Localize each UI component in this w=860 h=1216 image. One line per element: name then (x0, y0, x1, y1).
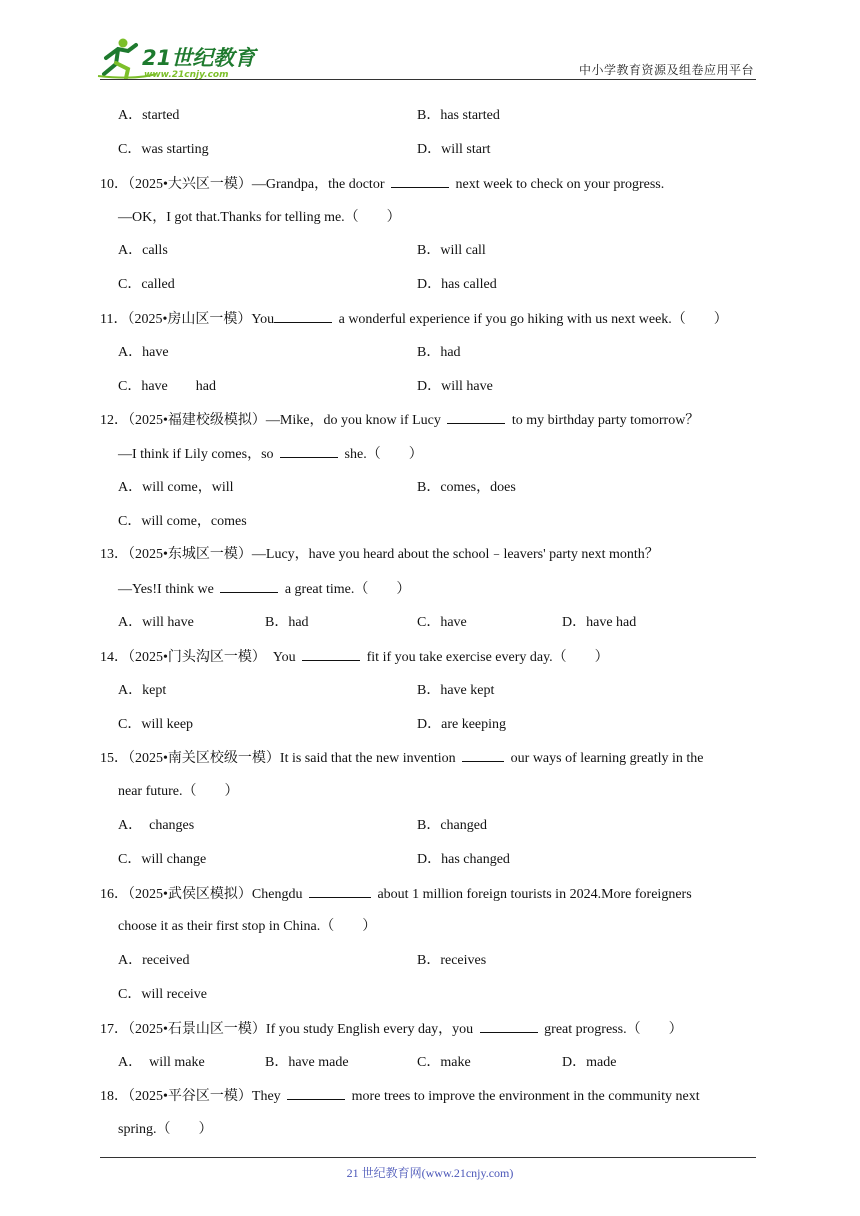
question-source: （2025•南关区校级一模） (128, 751, 280, 766)
question-number: 11． (100, 312, 128, 327)
question-10 (100, 175, 664, 194)
question-text: You (272, 650, 296, 665)
option-b: B．had (265, 615, 309, 630)
question-15 (100, 749, 703, 768)
option-c: C．will come，comes (118, 514, 247, 529)
option-a: A．started (118, 108, 180, 123)
page-footer: 21 世纪教育网(www.21cnjy.com) (346, 1166, 514, 1180)
option-a: A．will come，will (118, 480, 234, 495)
question-12 (100, 411, 699, 430)
answer-blank (302, 648, 360, 661)
question-16 (100, 885, 692, 904)
question-text: —Mike，do you know if Lucy (265, 413, 441, 428)
option-d: D．will start (417, 142, 491, 157)
option-c: C．called (118, 277, 175, 292)
option-a: A．have (118, 345, 169, 360)
option-b: B．has started (417, 108, 500, 123)
question-source: （2025•福建校级模拟） (128, 413, 266, 428)
question-13-line2 (118, 580, 410, 599)
option-a: A． will make (118, 1055, 205, 1070)
logo-21cnjy (96, 36, 266, 80)
answer-blank (309, 885, 371, 898)
question-13 (100, 546, 659, 564)
answer-blank (287, 1087, 345, 1100)
logo-url: www.21cnjy.com (144, 70, 229, 80)
question-text: —Lucy，have you heard about the school﹣leavers' party next month？ (251, 547, 659, 562)
option-b: B．changed (417, 818, 487, 833)
question-source: （2025•平谷区一模） (128, 1089, 252, 1104)
option-a: A．received (118, 953, 190, 968)
option-b: B．have made (265, 1055, 349, 1070)
header-divider (100, 79, 756, 80)
question-text: —I think if Lily comes，so (118, 447, 274, 462)
question-source: （2025•东城区一模） (128, 547, 252, 562)
question-text: to my birthday party tomorrow？ (511, 413, 700, 428)
logo-text: 21世纪教育 (142, 46, 256, 70)
option-b: B．receives (417, 953, 487, 968)
question-17 (100, 1020, 683, 1039)
question-number: 13． (100, 547, 128, 562)
answer-blank (280, 445, 338, 458)
question-18 (100, 1087, 700, 1106)
option-a: A．will have (118, 615, 194, 630)
question-number: 10． (100, 177, 128, 192)
question-10-line2: —OK，I got that.Thanks for telling me.（ ） (118, 210, 401, 225)
question-text: a great time.（ ） (284, 582, 411, 597)
question-text: she.（ ） (344, 447, 423, 462)
option-c: C．have had (118, 379, 216, 394)
option-c: C．make (417, 1055, 471, 1070)
question-source: （2025•门头沟区一模） (128, 650, 266, 665)
question-16-line2: choose it as their first stop in China.（ ） (118, 919, 377, 934)
question-text: fit if you take exercise every day.（ ） (366, 650, 609, 665)
question-text: If you study English every day，you (265, 1022, 474, 1037)
question-source: （2025•石景山区一模） (128, 1022, 266, 1037)
answer-blank (480, 1020, 538, 1033)
question-text: You (251, 312, 275, 327)
option-a: A． changes (118, 818, 195, 833)
footer-divider (100, 1157, 756, 1158)
question-text: They (251, 1089, 281, 1104)
question-number: 15． (100, 751, 128, 766)
question-text: about 1 million foreign tourists in 2024.More foreigners (377, 887, 692, 902)
option-d: D．have had (562, 615, 637, 630)
question-number: 16． (100, 887, 128, 902)
option-d: D．has called (417, 277, 497, 292)
question-number: 14． (100, 650, 128, 665)
option-a: A．calls (118, 243, 168, 258)
question-source: （2025•房山区一模） (127, 312, 252, 327)
question-source: （2025•武侯区模拟） (128, 887, 252, 902)
question-text: It is said that the new invention (279, 751, 456, 766)
question-text: Chengdu (251, 887, 303, 902)
question-number: 18． (100, 1089, 128, 1104)
option-c: C．was starting (118, 142, 209, 157)
option-c: C．have (417, 615, 467, 630)
platform-title: 中小学教育资源及组卷应用平台 (578, 63, 754, 77)
question-number: 17． (100, 1022, 128, 1037)
page-header (96, 32, 758, 78)
question-text: —Grandpa，the doctor (251, 177, 385, 192)
option-b: B．comes，does (417, 480, 516, 495)
question-11 (100, 310, 728, 329)
option-d: D．has changed (417, 852, 510, 867)
question-source: （2025•大兴区一模） (128, 177, 252, 192)
question-number: 12． (100, 413, 128, 428)
option-d: D．made (562, 1055, 617, 1070)
option-d: D．will have (417, 379, 493, 394)
option-a: A．kept (118, 683, 167, 698)
option-c: C．will change (118, 852, 207, 867)
option-c: C．will receive (118, 987, 208, 1002)
question-text: —Yes!I think we (118, 582, 214, 597)
question-text: our ways of learning greatly in the (510, 751, 704, 766)
answer-blank (391, 175, 449, 188)
question-text: a wonderful experience if you go hiking with us next week.（ ） (338, 312, 728, 327)
question-14 (100, 648, 609, 667)
question-text: great progress.（ ） (544, 1022, 683, 1037)
question-text: more trees to improve the environment in the community next (351, 1089, 700, 1104)
option-d: D．are keeping (417, 717, 507, 732)
question-18-line2: spring.（ ） (118, 1122, 213, 1137)
answer-blank (447, 411, 505, 424)
option-b: B．have kept (417, 683, 495, 698)
option-b: B．will call (417, 243, 486, 258)
answer-blank (274, 310, 332, 323)
answer-blank (462, 749, 504, 762)
question-text: next week to check on your progress. (455, 177, 665, 192)
option-b: B．had (417, 345, 461, 360)
option-c: C．will keep (118, 717, 194, 732)
answer-blank (220, 580, 278, 593)
question-15-line2: near future.（ ） (118, 784, 239, 799)
question-12-line2 (118, 445, 423, 464)
